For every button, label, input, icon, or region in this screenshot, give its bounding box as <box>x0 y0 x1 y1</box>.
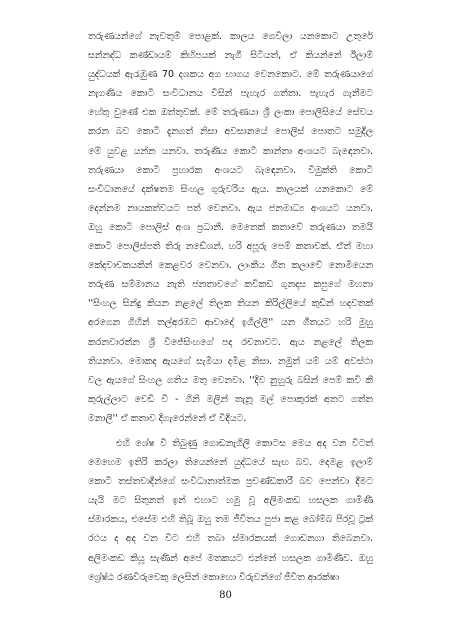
text-line: කුරුල්ලාට වෙඩි වී - ගිනි මලින් තැනූ මල් පොකුරක් අතට ගත්ත <box>88 393 373 405</box>
text-line: ස්මාරකය, එසේම එහි තිබූ ඔහු තම ජීවිතය පුජා කළ බෝම්බ පිරවූ ට්‍රක් <box>88 514 373 526</box>
text-line: නැගණිය කොටි සංවිධානය විසින් පැහැර ගත්තා. පැහැර ගැනීමට <box>88 88 373 100</box>
text-line: තරුණ සම්මානය නැති ජනතාවගේ කවිකඩ ගුනදාස කපුගේ මහතා <box>88 279 373 291</box>
text-line: අරගෙන ගිහින් තල්අරඹට ආවාදෝ ඉගිල්ලී'' යන ගීතයට හරි මුහු <box>88 317 373 329</box>
paragraph-2 <box>88 434 373 587</box>
text-line: යැයි මට සිතුනත් ඉන් එහාට හමු වූ අලිමංකඩ හසලක ගාමිණී <box>88 495 373 507</box>
text-line: ශ්‍රේෂ්ඨ රණවිරුවෙකු ලෙසින් කොහො වීරුවන්ගේ ජීවිත ආරක්ෂා <box>88 571 340 583</box>
text-line: කරන බව කොටි දැනගත් නිසා අවසානයේ පොලිස් පොතට සමුදීල <box>88 126 373 138</box>
text-line: කේදවාචකයකින් කෙළවර වෙනවා. ලාංකීය ගීත කලාවේ නොමියෙන <box>88 260 373 272</box>
paragraph-1 <box>88 27 373 428</box>
text-line: කොටි පොලිස්පති තිරු නඩේශන්. හරි අපූරු පෙම් කතාවක්. ඒත් මහා <box>88 241 373 253</box>
page-number: 80 <box>219 590 232 601</box>
text-line: රථය ද අද වන විට එහි තබා ස්මාරකයක් ගොඩනගා තිබෙනවා. <box>88 533 373 545</box>
text-line: මනාලී'' ඒ කතාව දිගැරෙන්නේ ඒ විදියට. <box>88 412 247 424</box>
text-line: මෙහෙම ඉතිරි කරලා තියෙන්නේ යුද්ධයේ සැඟ බව. දෙමළ ඉලාම් <box>88 457 373 469</box>
text-line: මේ යුවළ යන්න යනවා. තරුණිය කොටි කාන්තා අංශයට බැඳෙනවා. <box>88 145 373 157</box>
text-line: එහි ශේෂ වී තිබුණු ගොඩනැගිලි කොටස මෙය අද වන විටත් <box>116 438 373 449</box>
text-line: සන්නද්ධ කණ්ඩායම් කිහිපයක් නැගී සිටියත්, ඒ කියන්නේ ඊලාම් <box>88 50 373 62</box>
text-line: වල ඇයගේ සිංහල ගතිය මතු වෙනවා. ''දිව නුහුරු බසින් පෙම් කවි කී <box>88 374 373 386</box>
text-line: ඔහු කොටි පොලිස් අංශ ප්‍රධානී. මෙතෙක් කතාවේ තරුණයා තමයි <box>88 221 373 233</box>
text-line: දෙන්නම නායකත්වයට පත් වෙනවා. ඇය ජනමාධ්‍ය අංශයට යනවා. <box>88 202 373 214</box>
text-line: තරුණයන්ගේ නැවතුම් පොළක්. කාලය ගෙවිලා යනකොට උතුරේ <box>88 31 373 42</box>
text-line: කොටි තස්තවාදීන්ගේ සංවිධානාත්මක ප්‍රචණ්ඩකාරී බව පෙන්වා දීමට <box>88 476 373 488</box>
text-line: යුද්ධයක් ඇරැඹුණ 70 දශකය අග භාගය වෙනකොට. මේ තරුණයාගේ <box>88 69 373 81</box>
text-line: අලිමංකඩ කියූ සැණින් අපේ මතකයට එන්නේ හසලක ගාමිණීව. ඔහු <box>88 552 373 564</box>
text-line: ''සිංහල සින්දු කියන නළලේ තිලක තියන කිරිල්ලියේ කුඩින් හදවතක් <box>88 298 373 310</box>
text-line: තියනවා. මොකද ඇයගේ සැමියා දමිළ නිසා. නමුත් යම් යම් අවස්ථා <box>88 355 373 367</box>
text-line: හේතු වුණේ එක ඔත්තුවක්. මේ තරුණයා ශ්‍රී ලංකා පොලිසියේ සේවය <box>88 107 373 119</box>
text-line: තරුණයා කොටි ප්‍රහාරක අංශයට බැඳෙනවා. විමුක්ති කොටි <box>88 164 373 176</box>
text-line: කරනවාරත්න ශ්‍රී වීජේසිංහගේ පද රචනාවට. ඇය නළලේ තිලක <box>88 336 373 348</box>
text-line: සංවිධානයේ දක්ෂතම සිංහල ගුරුවරිය ඇය. කාලයක් යනකොට මේ <box>88 183 373 195</box>
